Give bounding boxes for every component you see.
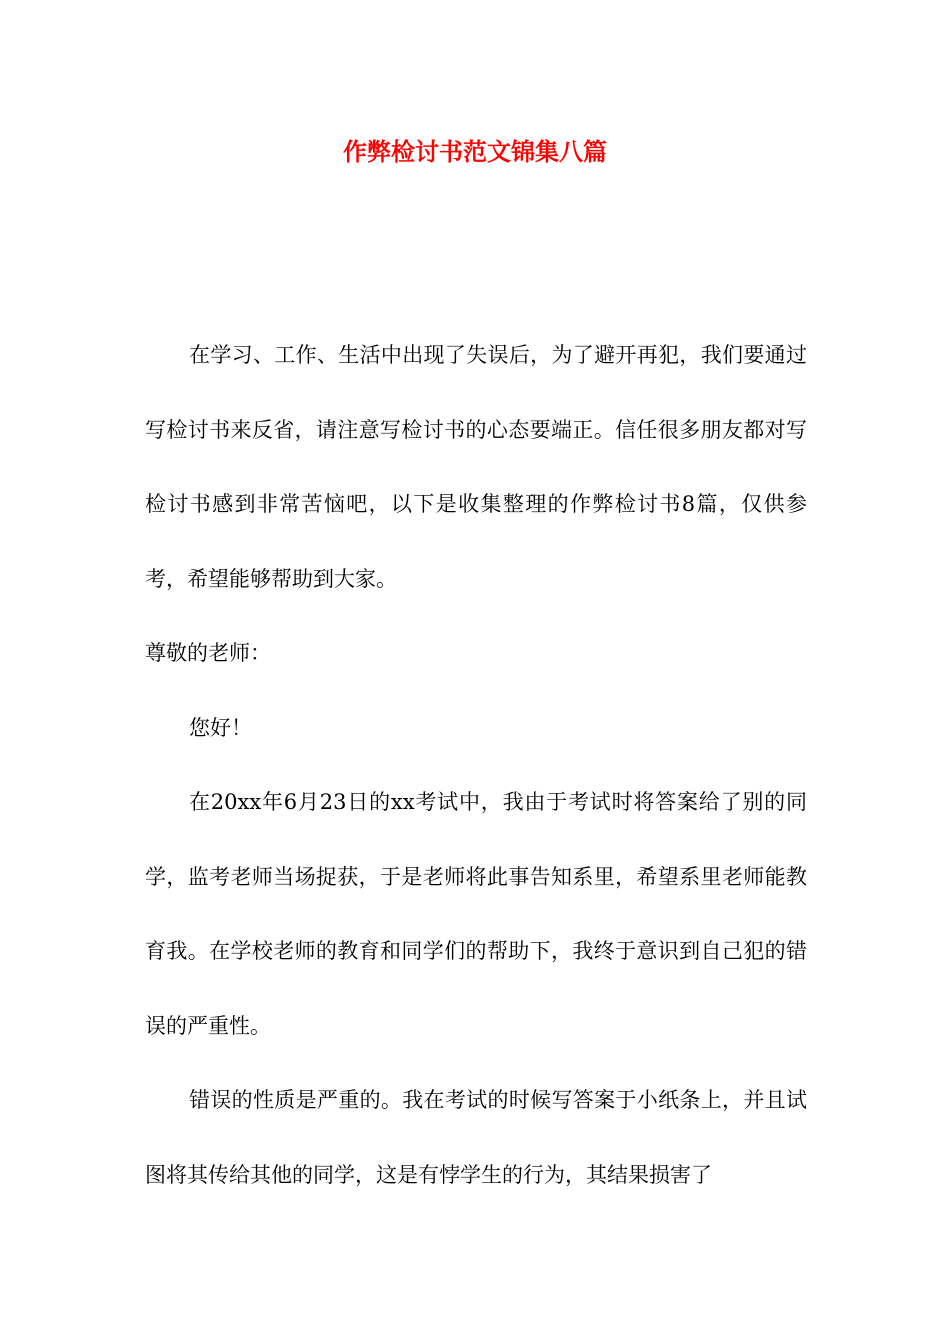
document-title: 作弊检讨书范文锦集八篇 xyxy=(343,137,607,166)
document-body xyxy=(145,318,807,1212)
body-paragraph: 错误的性质是严重的。我在考试的时候写答案于小纸条上，并且试图将其传给其他的同学，这是有悖学生的行为，其结果损害了 xyxy=(145,1088,807,1187)
body-paragraph: 在20xx年6月23日的xx考试中，我由于考试时将答案给了别的同学，监考老师当场捉获，于是老师将此事告知系里，希望系里老师能教育我。在学校老师的教育和同学们的帮助下，我终于意识到自己犯的错误的严重性。 xyxy=(145,790,807,1038)
salutation: 尊敬的老师： xyxy=(145,641,271,665)
greeting: 您好！ xyxy=(189,715,252,740)
intro-paragraph: 在学习、工作、生活中出现了失误后，为了避开再犯，我们要通过写检讨书来反省，请注意写检讨书的心态要端正。信任很多朋友都对写检讨书感到非常苦恼吧，以下是收集整理的作弊检讨书8篇，仅供参考，希望能够帮助到大家。 xyxy=(145,343,807,591)
